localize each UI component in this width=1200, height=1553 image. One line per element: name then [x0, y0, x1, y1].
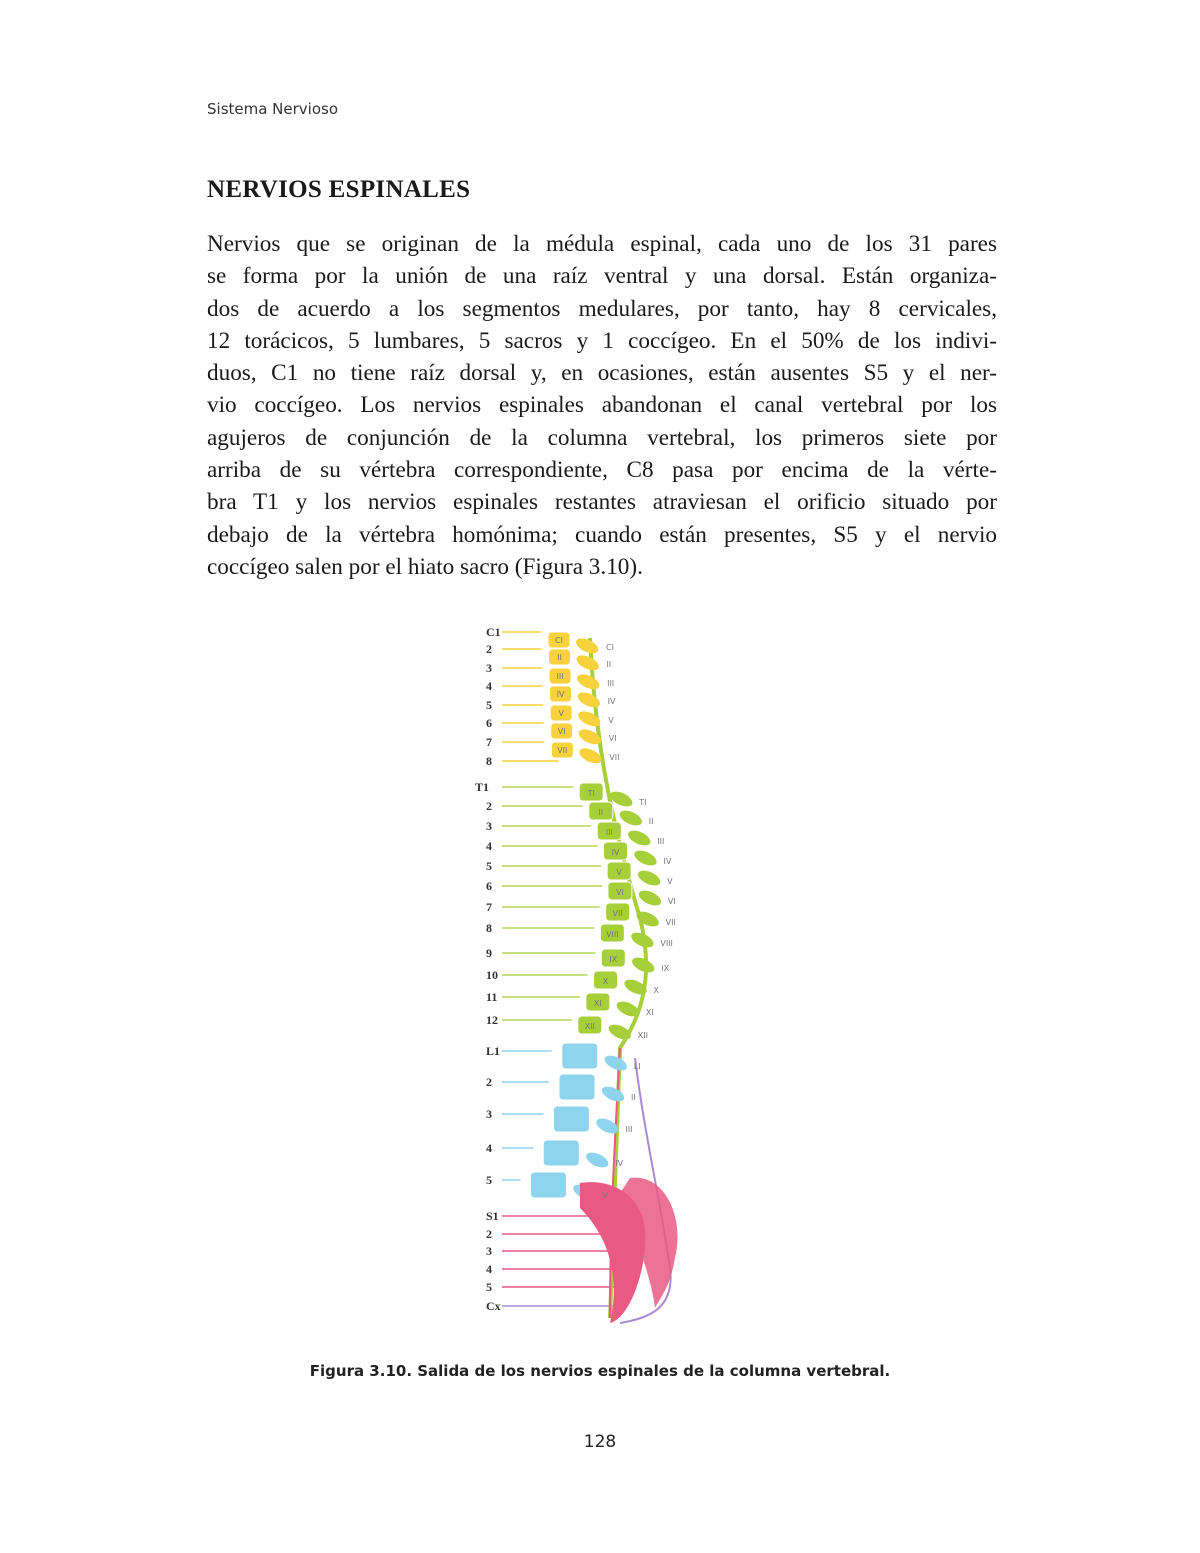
- paragraph-line: vio coccígeo. Los nervios espinales abandonan el canal vertebral por los: [207, 392, 997, 419]
- body-numeral: V: [558, 709, 564, 718]
- spinous-numeral: LI: [633, 1062, 641, 1071]
- nerve-label-2: 2: [486, 1227, 492, 1241]
- nerve-label-8: 8: [486, 754, 492, 768]
- body-numeral: VII: [612, 909, 623, 918]
- body-numeral: CI: [555, 636, 563, 645]
- spinous-process-thoracic: [636, 867, 663, 888]
- nerve-label-t1: T1: [475, 780, 490, 794]
- spinous-numeral: V: [602, 1191, 608, 1200]
- vertebral-body-lumbar: [559, 1074, 595, 1100]
- paragraph-line: se forma por la unión de una raíz ventral y una dorsal. Están organiza-: [207, 263, 997, 290]
- nerve-label-11: 11: [486, 990, 498, 1004]
- vertebral-body-lumbar: [553, 1106, 589, 1132]
- spinous-process-cervical: [574, 652, 601, 673]
- vertebral-body-lumbar: [543, 1140, 579, 1166]
- nerve-label-2: 2: [486, 799, 492, 813]
- nerve-label-5: 5: [486, 698, 492, 712]
- nerve-label-3: 3: [486, 661, 492, 675]
- spinous-numeral: CI: [606, 643, 614, 652]
- spinous-process-thoracic: [632, 847, 659, 868]
- body-numeral: VI: [557, 727, 566, 736]
- nerve-label-7: 7: [486, 900, 492, 914]
- spinous-process-lumbar: [600, 1083, 627, 1104]
- spinous-numeral: VI: [608, 734, 617, 743]
- nerve-label-6: 6: [486, 716, 492, 730]
- running-header: Sistema Nervioso: [207, 100, 339, 118]
- section-title: NERVIOS ESPINALES: [207, 176, 471, 203]
- nerve-label-l1: L1: [486, 1044, 501, 1058]
- paragraph-line: 12 torácicos, 5 lumbares, 5 sacros y 1 coccígeo. En el 50% de los indivi-: [207, 327, 997, 354]
- vertebral-body-lumbar: [562, 1043, 598, 1069]
- paragraph-line: dos de acuerdo a los segmentos medulares, por tanto, hay 8 cervicales,: [207, 295, 997, 322]
- spinous-numeral: II: [648, 817, 654, 826]
- nerve-label-4: 4: [486, 839, 492, 853]
- page-number: 128: [583, 1432, 617, 1452]
- body-numeral: III: [605, 828, 613, 837]
- nerve-label-9: 9: [486, 946, 492, 960]
- body-numeral: TI: [587, 789, 595, 798]
- body-numeral: IV: [556, 690, 565, 699]
- body-numeral: XII: [584, 1022, 595, 1031]
- spinous-numeral: XII: [637, 1031, 649, 1040]
- nerve-label-c1: C1: [486, 625, 501, 639]
- spinous-numeral: VII: [609, 753, 620, 762]
- nerve-label-cx: Cx: [486, 1299, 501, 1313]
- paragraph-line: arriba de su vértebra correspondiente, C8 pasa por encima de la vérte-: [207, 457, 997, 484]
- spinous-numeral: VI: [667, 897, 676, 906]
- nerve-label-2: 2: [486, 1075, 492, 1089]
- spinous-numeral: IV: [607, 697, 616, 706]
- body-numeral: III: [556, 672, 564, 681]
- spinous-numeral: X: [653, 986, 660, 995]
- spinous-numeral: II: [631, 1093, 636, 1102]
- spinous-process-cervical: [574, 635, 601, 656]
- spinous-process-thoracic: [606, 1021, 633, 1042]
- spinous-numeral: III: [625, 1125, 633, 1134]
- spinous-numeral: VII: [665, 918, 676, 927]
- spinous-process-thoracic: [637, 887, 664, 908]
- body-numeral: XI: [593, 999, 602, 1008]
- nerve-label-3: 3: [486, 819, 492, 833]
- nerve-label-12: 12: [486, 1013, 498, 1027]
- nerve-label-3: 3: [486, 1244, 492, 1258]
- spinous-numeral: V: [667, 877, 673, 886]
- spinous-process-lumbar: [602, 1052, 629, 1073]
- body-numeral: II: [598, 808, 604, 817]
- body-numeral: X: [602, 977, 609, 986]
- spinous-process-thoracic: [626, 827, 653, 848]
- nerve-label-7: 7: [486, 735, 492, 749]
- nerve-label-2: 2: [486, 642, 492, 656]
- paragraph-line: bra T1 y los nervios espinales restantes atraviesan el orificio situado por: [207, 489, 997, 516]
- body-numeral: VI: [616, 888, 624, 897]
- paragraph-line: duos, C1 no tiene raíz dorsal y, en ocasiones, están ausentes S5 y el ner-: [207, 360, 997, 387]
- spinous-process-cervical: [575, 671, 602, 692]
- spinous-numeral: VIII: [660, 939, 673, 948]
- vertebral-body-lumbar: [530, 1172, 566, 1198]
- nerve-label-10: 10: [486, 968, 498, 982]
- spinous-numeral: TI: [639, 798, 647, 807]
- figure-caption: Figura 3.10. Salida de los nervios espinales de la columna vertebral.: [309, 1362, 891, 1380]
- spinous-process-lumbar: [584, 1149, 611, 1170]
- nerve-label-8: 8: [486, 921, 492, 935]
- nerve-label-4: 4: [486, 1262, 492, 1276]
- body-numeral: II: [557, 653, 562, 662]
- spinous-numeral: IV: [615, 1159, 624, 1168]
- nerve-label-5: 5: [486, 1173, 492, 1187]
- spinous-numeral: III: [607, 679, 615, 688]
- spinous-numeral: II: [606, 660, 612, 669]
- spinous-numeral: IV: [663, 857, 672, 866]
- nerve-label-s1: S1: [486, 1209, 499, 1223]
- body-numeral: V: [616, 868, 622, 877]
- spinous-numeral: IX: [661, 964, 670, 973]
- spine-figure: [470, 618, 750, 1328]
- paragraph-line: agujeros de conjunción de la columna vertebral, los primeros siete por: [207, 424, 997, 451]
- nerve-label-4: 4: [486, 1141, 492, 1155]
- spinous-numeral: III: [657, 837, 665, 846]
- paragraph-line: debajo de la vértebra homónima; cuando están presentes, S5 y el nervio: [207, 521, 997, 548]
- nerve-label-4: 4: [486, 679, 492, 693]
- nerve-label-6: 6: [486, 879, 492, 893]
- body-numeral: VII: [557, 746, 568, 755]
- nerve-label-5: 5: [486, 859, 492, 873]
- spinous-process-cervical: [575, 689, 602, 710]
- body-numeral: IX: [609, 955, 618, 964]
- nerve-label-3: 3: [486, 1107, 492, 1121]
- paragraph-line: coccígeo salen por el hiato sacro (Figura 3.10).: [207, 553, 643, 580]
- paragraph-line: Nervios que se originan de la médula espinal, cada uno de los 31 pares: [207, 231, 997, 257]
- spinous-numeral: V: [608, 716, 614, 725]
- body-numeral: IV: [611, 848, 620, 857]
- body-numeral: VIII: [606, 930, 619, 939]
- spinous-numeral: XI: [645, 1008, 654, 1017]
- body-paragraph: [207, 228, 997, 583]
- spinous-process-thoracic: [630, 954, 657, 975]
- nerve-label-5: 5: [486, 1280, 492, 1294]
- spine-illustration: [470, 618, 750, 1328]
